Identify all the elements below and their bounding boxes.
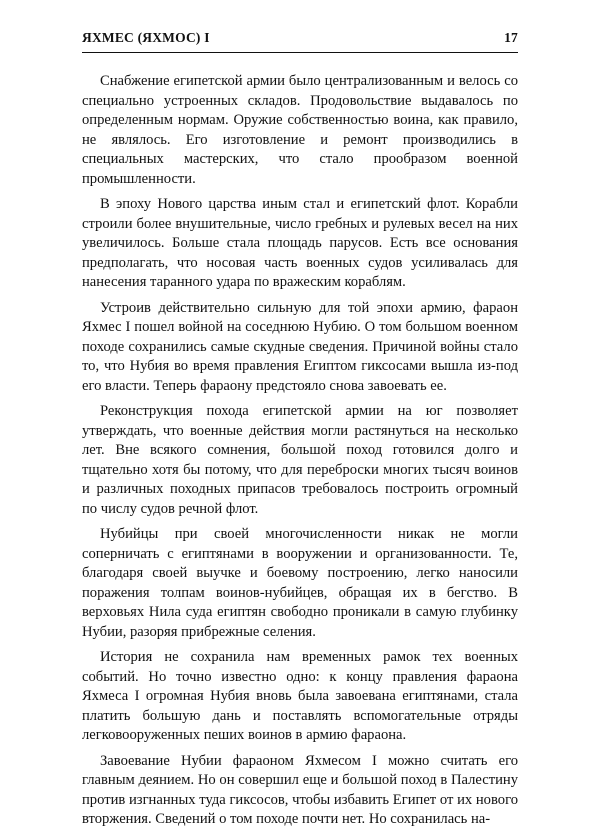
running-head (82, 30, 518, 46)
paragraph: Завоевание Нубии фараоном Яхмесом I можно считать его главным деянием. Но он совершил еще и большой поход в Палестину против изгнанных туда гиксосов, чтобы избавить Египет от их нового вторжения. Сведений о том походе почти нет. Но сохранилась на- (82, 752, 518, 827)
page-number: 17 (504, 30, 518, 45)
paragraph: Снабжение египетской армии было централизованным и велось со специально устроенных складов. Продовольствие выдавалось по определенным нормам. Оружие собственностью воина, как правило, не являлось. Его изготовление и ремонт производились в специальных мастерских, что стало прообразом военной промышленности. (82, 73, 518, 187)
paragraph: Реконструкция похода египетской армии на юг позволяет утверждать, что военные действия могли растянуться на несколько лет. Вне всякого сомнения, большой поход готовился долго и тщательно хотя бы потому, что для переброски многих тысяч воинов и различных походных припасов требовалось построить огромный по числу судов речной флот. (82, 403, 518, 517)
body-text (82, 72, 518, 836)
paragraph: В эпоху Нового царства иным стал и египетский флот. Корабли строили более внушительные, число гребных и рулевых весел на них увеличилось. Больше стала площадь парусов. Есть все основания предполагать, что носовая часть военных судов усиливалась для нанесения таранного удара по вражеским кораблям. (82, 196, 518, 290)
header-rule (82, 52, 518, 53)
paragraph: История не сохранила нам временных рамок тех военных событий. Но точно известно одно: к концу правления фараона Яхмеса I огромная Нубия вновь была завоевана египтянами, стала платить большую дань и поставлять вспомогательные отряды легковооруженных пеших воинов в армию фараона. (82, 649, 518, 743)
running-title: ЯХМЕС (ЯХМОС) I (82, 30, 210, 45)
paragraph: Нубийцы при своей многочисленности никак не могли соперничать с египтянами в вооружении и организованности. Те, благодаря своей выучке и боевому построению, легко наносили поражения толпам воинов-нубийцев, обращая их в бегство. В верховьях Нила суда египтян свободно проникали в самую глубинку Нубии, разоряя прибрежные селения. (82, 526, 518, 640)
paragraph: Устроив действительно сильную для той эпохи армию, фараон Яхмес I пошел войной на соседнюю Нубию. О том большом военном походе сохранились самые скудные сведения. Причиной войны стало то, что Нубия во время правления Египтом гиксосами вышла из-под его власти. Теперь фараону предстояло снова завоевать ее. (82, 299, 518, 394)
